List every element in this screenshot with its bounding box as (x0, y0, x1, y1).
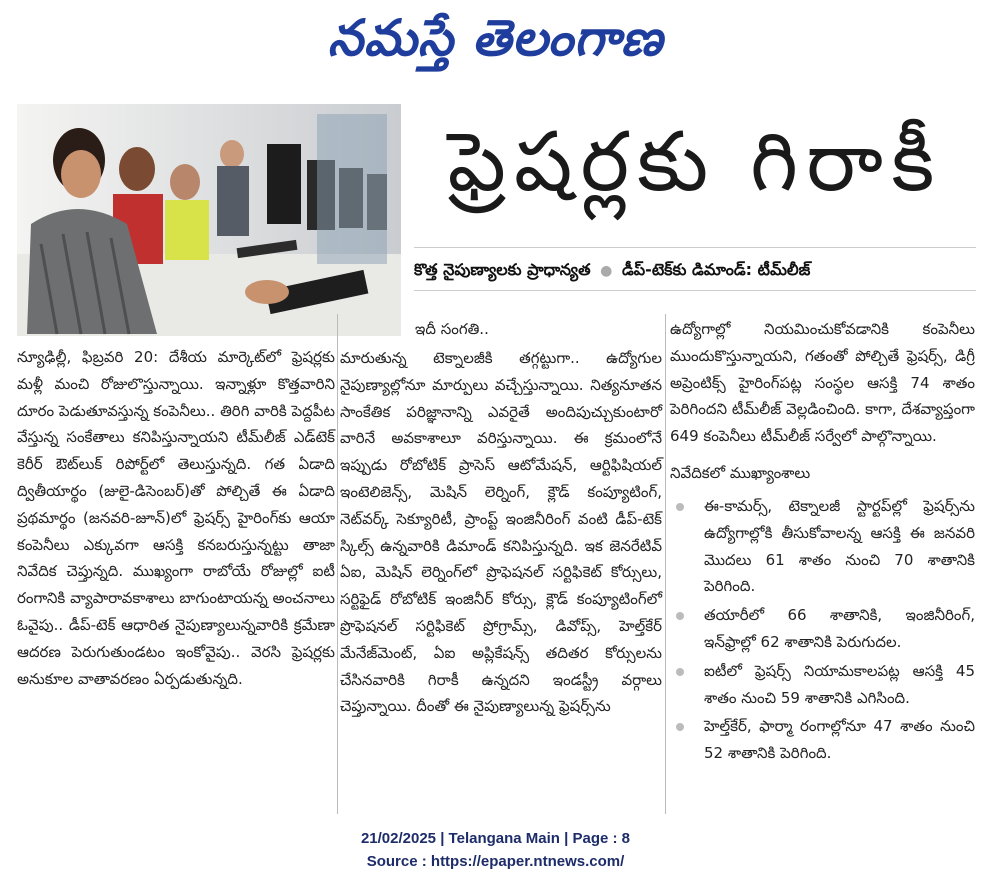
subhead-part-1: కొత్త నైపుణ్యాలకు ప్రాధాన్యత (414, 260, 591, 279)
highlight-item (670, 493, 975, 600)
bullet-icon (676, 723, 684, 731)
column-divider-2 (665, 314, 666, 814)
column-divider-1 (337, 314, 338, 814)
highlights-heading: నివేదికలో ముఖ్యాంశాలు (670, 463, 811, 482)
bullet-icon: ● (600, 263, 613, 279)
article-paragraph-2: మారుతున్న టెక్నాలజీకి తగ్గట్టుగా.. ఉద్యోగుల నైపుణ్యాల్లోనూ మార్పులు వచ్చేస్తున్నాయి. నిత్యనూతన సాంకేతిక పరిజ్ఞానాన్ని ఎవరైతే అందిపుచ్చుకుంటారో వారినే అవకాశాలూ వరిస్తున్నాయి. ఈ క్రమంలోనే ఇప్పుడు రోబోటిక్ ప్రాసెస్ ఆటోమేషన్, ఆర్టిఫిషియల్ ఇంటెలిజెన్స్, మెషిన్ లెర్నింగ్, క్లౌడ్ కంప్యూటింగ్, నెట్‌వర్క్ సెక్యూరిటీ, ప్రాంప్ట్ ఇంజినీరింగ్ వంటి డీప్-టెక్ స్కిల్స్ ఉన్నవారికి డిమాండ్ కనిపిస్తున్నది. ఇక జెనరేటివ్ ఏఐ, మెషిన్ లెర్నింగ్‌లో ప్రొఫెషనల్ సర్టిఫికెట్ కోర్సులు, సర్టిఫైడ్ రోబోటిక్ ఇంజినీర్ కోర్సు, క్లౌడ్ కంప్యూటింగ్‌లో ప్రొఫెషనల్ సర్టిఫికెట్ ప్రోగ్రామ్స్, డివోప్స్, హెల్త్‌కేర్ మేనేజ్‌మెంట్, ఏఐ అప్లికేషన్స్ తదితర కోర్సులను చేసినవారికి గిరాకీ ఉన్నదని ఇండస్ట్రీ వర్గాలు చెప్తున్నాయి. దీంతో ఈ నైపుణ్యాలున్న ఫ్రెషర్స్‌ను (340, 349, 662, 716)
subheadline (414, 252, 976, 288)
headline-divider (414, 247, 976, 248)
bullet-icon (676, 668, 684, 676)
article-paragraph-3: ఉద్యోగాల్లో నియమించుకోవడానికి కంపెనీలు ముందుకొస్తున్నాయని, గతంతో పోల్చితే ఫ్రెషర్స్, డిగ్రీ అప్రెంటిక్స్ హైరింగ్‌పట్ల సంస్థల ఆసక్తి 74 శాతం పెరిగిందని టీమ్‌లీజ్ వెల్లడించింది. కాగా, దేశవ్యాప్తంగా 649 కంపెనీలు టీమ్‌లీజ్ సర్వేలో పాల్గొన్నాయి. (670, 320, 975, 446)
highlight-item (670, 602, 975, 656)
section-heading-context: ఇదీ సంగతి.. (415, 320, 489, 338)
highlight-text: ఈ-కామర్స్, టెక్నాలజీ స్టార్టప్‌ల్లో ఫ్రెషర్స్‌ను ఉద్యోగాల్లోకి తీసుకోవాలన్న ఆసక్తి ఈ జనవరి మొదలు 61 శాతం నుంచి 70 శాతానికి పెరిగింది. (704, 496, 975, 596)
footer-source-line: Source : https://epaper.ntnews.com/ (366, 853, 625, 870)
footer-date-line: 21/02/2025 | Telangana Main | Page : 8 (360, 830, 631, 847)
photo-illustration (17, 104, 401, 336)
highlight-text: హెల్త్‌కేర్, ఫార్మా రంగాల్లోనూ 47 శాతం నుంచి 52 శాతానికి పెరిగింది. (704, 717, 975, 763)
highlight-item (670, 713, 975, 767)
subhead-divider (414, 290, 976, 291)
highlight-text: తయారీలో 66 శాతానికి, ఇంజినీరింగ్, ఇన్‌ఫ్రాల్లో 62 శాతానికి పెరుగుదల. (704, 606, 975, 651)
bullet-icon (676, 503, 684, 511)
report-highlights (670, 460, 975, 767)
subhead-part-2: డీప్-టెక్‌కు డిమాండ్: టీమ్‌లీజ్ (621, 260, 811, 279)
bullet-icon (676, 612, 684, 620)
article-paragraph-1: న్యూఢిల్లీ, ఫిబ్రవరి 20: దేశీయ మార్కెట్‌లో ఫ్రెషర్లకు మళ్లీ మంచి రోజులొస్తున్నాయి. ఇన్నాళ్లూ కొత్తవారిని దూరం పెడుతూవస్తున్న కంపెనీలు.. తిరిగి వారికి పెద్దపీట వేస్తున్న సంకేతాలు కనిపిస్తున్నాయని టీమ్‌లీజ్ ఎడ్‌టెక్ కెరీర్ ఔట్‌లుక్ రిపోర్ట్‌లో తెలుస్తున్నది. గత ఏడాది ద్వితీయార్థం (జులై-డిసెంబర్)తో పోల్చితే ఈ ఏడాది ప్రథమార్థం (జనవరి-జూన్)లో ఫ్రెషర్స్ హైరింగ్‌కు ఆయా కంపెనీలు ఎక్కువగా ఆసక్తి కనబరుస్తున్నట్టు తాజా నివేదిక చెప్తున్నది. ముఖ్యంగా రాబోయే రోజుల్లో ఐటీ రంగానికి వ్యాపారావకాశాలు బాగుంటాయన్న అంచనాలు ఓవైపు.. డీప్-టెక్ ఆధారిత నైపుణ్యాలున్నవారికి క్రమేణా ఆదరణ పెరుగుతుండటం ఇంకోవైపు.. వెరసి ఫ్రెషర్లకు అనుకూల వాతావరణం ఏర్పడుతున్నది. (17, 348, 335, 688)
article-column-1 (17, 344, 335, 692)
newspaper-masthead: నమస్తే తెలంగాణ (327, 9, 664, 67)
highlight-text: ఐటీలో ఫ్రెషర్స్ నియామకాలపట్ల ఆసక్తి 45 శాతం నుంచి 59 శాతానికి ఎగిసింది. (704, 661, 975, 707)
highlight-item (670, 658, 975, 712)
headline: ఫ్రెషర్లకు గిరాకీ (447, 115, 943, 210)
article-photo-office-workers (17, 104, 401, 336)
article-column-3 (670, 316, 975, 769)
article-column-2 (340, 316, 662, 720)
